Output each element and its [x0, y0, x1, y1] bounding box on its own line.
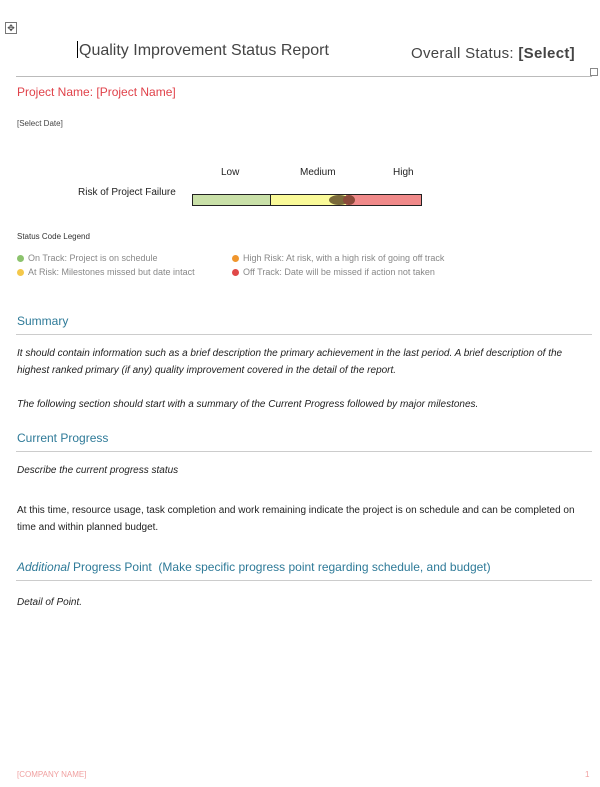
report-title[interactable]: [77, 41, 329, 60]
text-cursor: [77, 41, 78, 58]
legend-text: Off Track: Date will be missed if action not taken: [243, 267, 435, 277]
footer-page-number: 1: [585, 770, 590, 779]
overall-status-label: Overall Status:: [411, 45, 514, 62]
report-title-text: Quality Improvement Status Report: [79, 42, 329, 59]
risk-level-low: Low: [221, 167, 240, 178]
additional-heading-italic: Additional: [17, 560, 70, 574]
risk-level-medium: Medium: [300, 167, 336, 178]
footer-company-name[interactable]: [COMPANY NAME]: [17, 770, 87, 779]
summary-heading[interactable]: Summary: [17, 314, 69, 328]
summary-divider: [16, 334, 592, 335]
date-picker-field[interactable]: [Select Date]: [17, 119, 63, 128]
risk-segment-high: [346, 195, 421, 205]
table-resize-handle[interactable]: [590, 68, 598, 76]
additional-progress-divider: [16, 580, 592, 581]
current-progress-heading[interactable]: Current Progress: [17, 431, 109, 445]
project-name[interactable]: Project Name: [Project Name]: [17, 85, 176, 99]
additional-progress-paragraph[interactable]: Detail of Point.: [17, 597, 83, 608]
red-dot-icon: [232, 269, 239, 276]
legend-text: At Risk: Milestones missed but date intact: [28, 267, 195, 277]
current-progress-paragraph-2[interactable]: At this time, resource usage, task completion and work remaining indicate the project is on schedule and can be completed on time and within planned budget.: [17, 505, 575, 533]
title-divider: [16, 76, 592, 77]
risk-level-high: High: [393, 167, 414, 178]
legend-item-off-track: [232, 267, 435, 277]
additional-heading-rest: Progress Point (Make specific progress point regarding schedule, and budget): [69, 560, 491, 574]
risk-marker[interactable]: [327, 195, 357, 205]
overall-status-select[interactable]: [Select]: [518, 45, 575, 62]
risk-label: Risk of Project Failure: [78, 187, 176, 198]
table-move-handle-icon[interactable]: ✥: [5, 22, 17, 34]
legend-title: Status Code Legend: [17, 232, 90, 241]
overall-status[interactable]: [411, 45, 575, 62]
risk-gauge: [192, 194, 422, 206]
legend-item-at-risk: [17, 267, 195, 277]
legend-item-high-risk: [232, 253, 444, 263]
summary-paragraph-1[interactable]: It should contain information such as a brief description the primary achievement in the last period. A brief description of the highest ranked primary (if any) quality improvement covered in the detail of the report.: [17, 348, 563, 376]
current-progress-divider: [16, 451, 592, 452]
orange-dot-icon: [232, 255, 239, 262]
legend-text: On Track: Project is on schedule: [28, 253, 158, 263]
risk-segment-low: [193, 195, 271, 205]
current-progress-paragraph-1[interactable]: Describe the current progress status: [17, 465, 179, 476]
summary-paragraph-2[interactable]: The following section should start with a summary of the Current Progress followed by major milestones.: [17, 399, 479, 410]
additional-progress-heading[interactable]: [17, 560, 491, 574]
legend-text: High Risk: At risk, with a high risk of going off track: [243, 253, 445, 263]
legend-item-on-track: [17, 253, 158, 263]
yellow-dot-icon: [17, 269, 24, 276]
green-dot-icon: [17, 255, 24, 262]
